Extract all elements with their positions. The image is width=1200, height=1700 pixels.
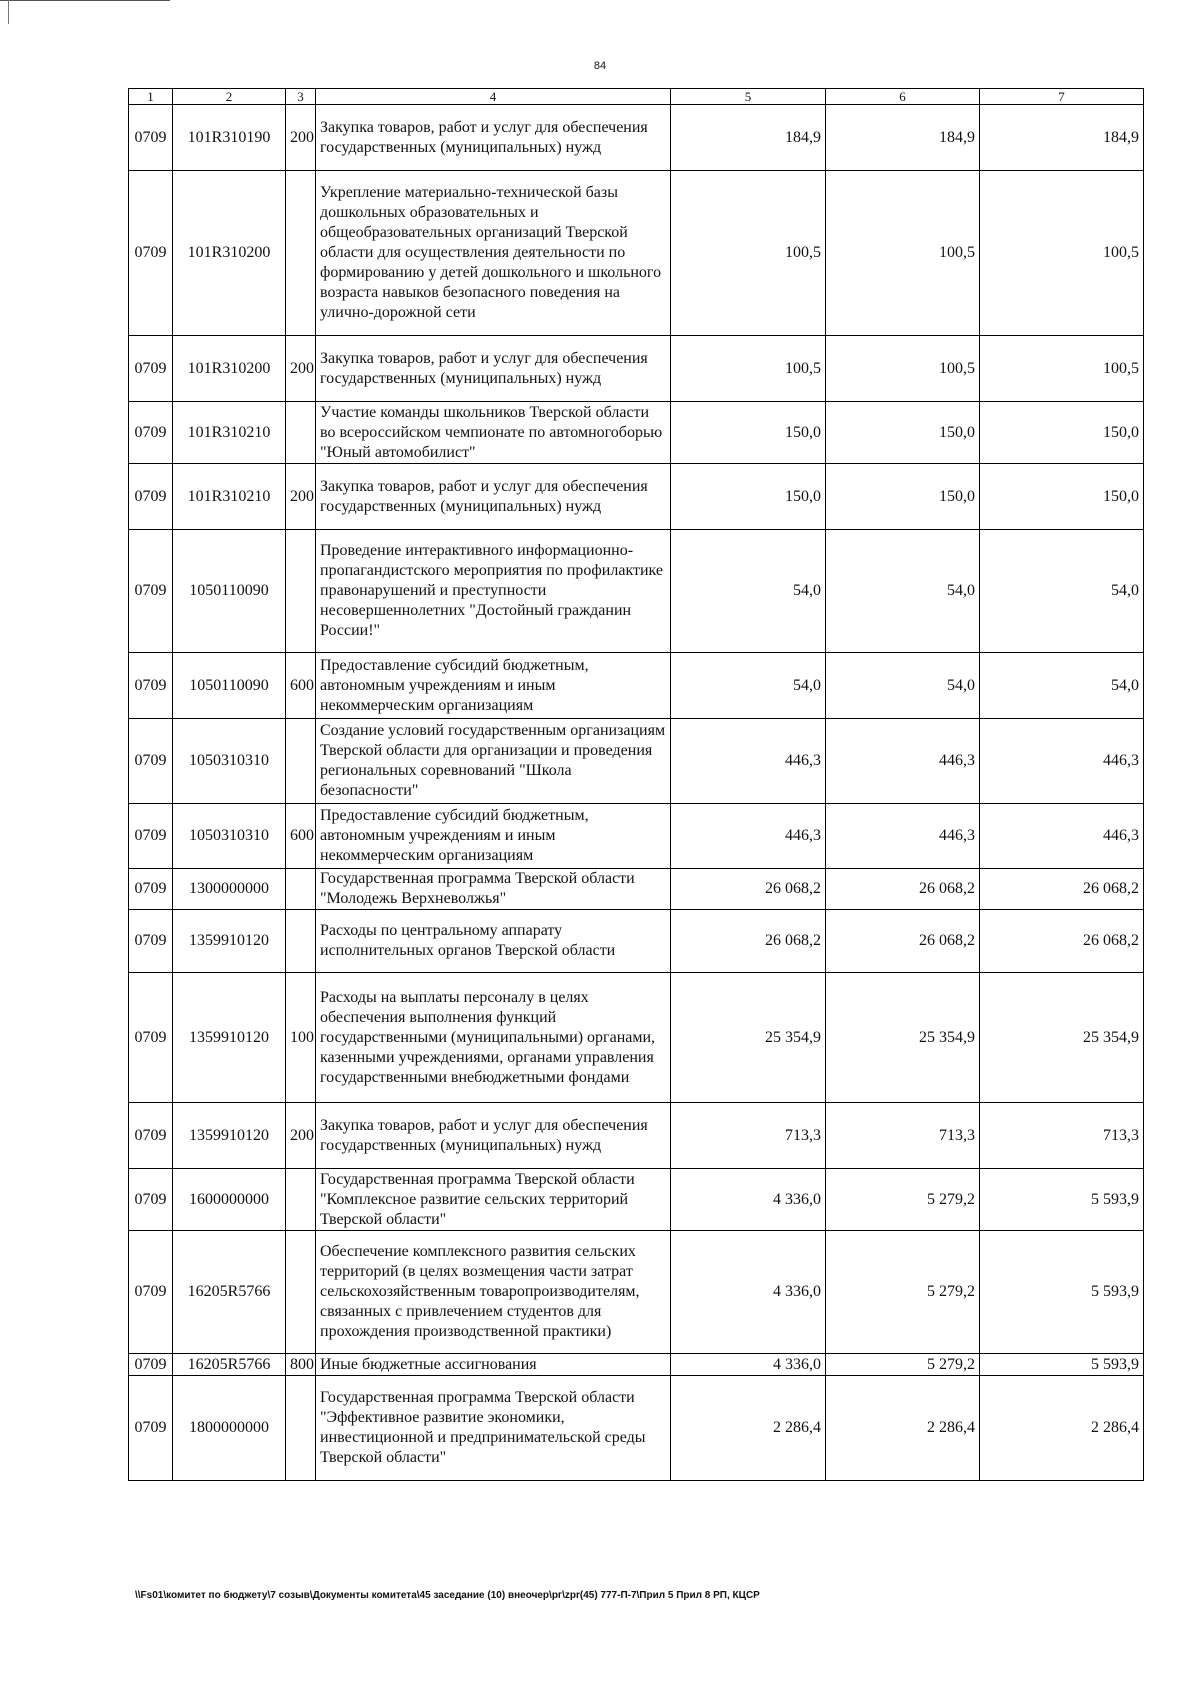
row-expense-type: 200 [286,1103,316,1169]
row-section: 0709 [129,1103,173,1169]
row-value-col7: 150,0 [980,464,1144,530]
row-value-col7: 100,5 [980,171,1144,336]
row-name: Закупка товаров, работ и услуг для обеспечения государственных (муниципальных) нужд [316,105,671,171]
row-section: 0709 [129,804,173,869]
row-value-col5: 4 336,0 [671,1169,826,1231]
row-value-col7: 713,3 [980,1103,1144,1169]
row-section: 0709 [129,1354,173,1376]
table-body [129,105,1144,1481]
row-section: 0709 [129,336,173,402]
row-value-col6: 26 068,2 [826,910,980,973]
row-section: 0709 [129,1231,173,1354]
table-row [129,105,1144,171]
row-section: 0709 [129,1376,173,1481]
row-value-col5: 150,0 [671,464,826,530]
table-row [129,869,1144,910]
row-value-col6: 5 279,2 [826,1354,980,1376]
row-name: Обеспечение комплексного развития сельских территорий (в целях возмещения части затрат сельскохозяйственным товаропроизводителям, связанных с привлечением студентов для прохождения производственной практики) [316,1231,671,1354]
row-code: 1050310310 [173,719,286,804]
row-value-col6: 184,9 [826,105,980,171]
row-value-col6: 5 279,2 [826,1231,980,1354]
row-expense-type [286,530,316,653]
row-value-col5: 713,3 [671,1103,826,1169]
table-row [129,464,1144,530]
row-section: 0709 [129,1169,173,1231]
row-value-col6: 5 279,2 [826,1169,980,1231]
row-value-col7: 5 593,9 [980,1231,1144,1354]
row-code: 1359910120 [173,1103,286,1169]
row-value-col5: 446,3 [671,719,826,804]
row-section: 0709 [129,171,173,336]
row-value-col6: 100,5 [826,171,980,336]
header-cell: 4 [316,89,671,105]
header-cell: 6 [826,89,980,105]
row-value-col5: 54,0 [671,530,826,653]
table-row [129,973,1144,1103]
row-section: 0709 [129,910,173,973]
row-value-col5: 4 336,0 [671,1231,826,1354]
row-code: 1359910120 [173,973,286,1103]
row-value-col6: 25 354,9 [826,973,980,1103]
row-name: Государственная программа Тверской области "Эффективное развитие экономики, инвестиционной и предпринимательской среды Тверской области" [316,1376,671,1481]
row-name: Расходы по центральному аппарату исполнительных органов Тверской области [316,910,671,973]
row-name: Укрепление материально-технической базы дошкольных образовательных и общеобразовательных организаций Тверской области для осуществления деятельности по формированию у детей дошкольного и школьного возраста навыков безопасного поведения на улично-дорожной сети [316,171,671,336]
row-value-col6: 713,3 [826,1103,980,1169]
row-expense-type [286,869,316,910]
table-row [129,336,1144,402]
row-expense-type [286,1231,316,1354]
row-value-col6: 446,3 [826,719,980,804]
row-value-col6: 2 286,4 [826,1376,980,1481]
row-code: 101R310210 [173,402,286,464]
row-value-col6: 54,0 [826,653,980,719]
row-code: 101R310190 [173,105,286,171]
header-cell: 1 [129,89,173,105]
row-code: 1050110090 [173,530,286,653]
header-cell: 7 [980,89,1144,105]
row-name: Закупка товаров, работ и услуг для обеспечения государственных (муниципальных) нужд [316,336,671,402]
row-code: 101R310210 [173,464,286,530]
row-name: Государственная программа Тверской области "Молодежь Верхневолжья" [316,869,671,910]
row-name: Проведение интерактивного информационно-пропагандистского мероприятия по профилактике правонарушений и преступности несовершеннолетних "Достойный гражданин России!" [316,530,671,653]
row-value-col7: 5 593,9 [980,1169,1144,1231]
row-value-col7: 5 593,9 [980,1354,1144,1376]
row-value-col5: 25 354,9 [671,973,826,1103]
row-value-col7: 2 286,4 [980,1376,1144,1481]
row-section: 0709 [129,973,173,1103]
row-value-col7: 446,3 [980,804,1144,869]
row-name: Расходы на выплаты персоналу в целях обеспечения выполнения функций государственными (муниципальными) органами, казенными учреждениями, органами управления государственными внебюджетными фондами [316,973,671,1103]
row-expense-type [286,1376,316,1481]
row-section: 0709 [129,530,173,653]
table-row [129,804,1144,869]
row-value-col6: 100,5 [826,336,980,402]
header-cell: 5 [671,89,826,105]
row-section: 0709 [129,402,173,464]
row-value-col7: 150,0 [980,402,1144,464]
table-row [129,530,1144,653]
table-row [129,719,1144,804]
row-expense-type: 200 [286,336,316,402]
row-value-col7: 54,0 [980,530,1144,653]
row-expense-type [286,171,316,336]
page-number: 84 [593,60,607,72]
table-row [129,653,1144,719]
row-name: Закупка товаров, работ и услуг для обеспечения государственных (муниципальных) нужд [316,1103,671,1169]
row-code: 1050310310 [173,804,286,869]
row-code: 1600000000 [173,1169,286,1231]
row-expense-type [286,719,316,804]
row-value-col7: 100,5 [980,336,1144,402]
row-code: 16205R5766 [173,1354,286,1376]
row-section: 0709 [129,105,173,171]
row-value-col6: 54,0 [826,530,980,653]
row-value-col5: 100,5 [671,171,826,336]
budget-table [128,88,1144,1481]
row-value-col5: 54,0 [671,653,826,719]
header-row [129,89,1144,105]
row-expense-type: 200 [286,464,316,530]
row-value-col7: 26 068,2 [980,910,1144,973]
row-value-col5: 150,0 [671,402,826,464]
row-value-col6: 150,0 [826,402,980,464]
table-row [129,1376,1144,1481]
row-expense-type: 600 [286,804,316,869]
row-section: 0709 [129,653,173,719]
row-section: 0709 [129,464,173,530]
row-code: 1359910120 [173,910,286,973]
row-expense-type: 200 [286,105,316,171]
row-code: 101R310200 [173,171,286,336]
row-code: 1300000000 [173,869,286,910]
header-cell: 3 [286,89,316,105]
row-expense-type: 600 [286,653,316,719]
row-section: 0709 [129,869,173,910]
footer-file-path: \\Fs01\комитет по бюджету\7 созыв\Документы комитета\45 заседание (10) внеочер\рг\zpr(45) 777-П-7\Прил 5 Прил 8 РП, КЦСР [135,1590,760,1601]
row-expense-type [286,1169,316,1231]
table-row [129,1103,1144,1169]
row-name: Государственная программа Тверской области "Комплексное развитие сельских территорий Тверской области" [316,1169,671,1231]
row-value-col5: 446,3 [671,804,826,869]
row-code: 16205R5766 [173,1231,286,1354]
row-value-col7: 184,9 [980,105,1144,171]
row-name: Предоставление субсидий бюджетным, автономным учреждениям и иным некоммерческим организациям [316,804,671,869]
table-row [129,910,1144,973]
row-value-col5: 26 068,2 [671,869,826,910]
row-value-col5: 26 068,2 [671,910,826,973]
row-name: Иные бюджетные ассигнования [316,1354,671,1376]
row-value-col5: 2 286,4 [671,1376,826,1481]
row-name: Участие команды школьников Тверской области во всероссийском чемпионате по автомногоборью "Юный автомобилист" [316,402,671,464]
header-cell: 2 [173,89,286,105]
row-section: 0709 [129,719,173,804]
row-value-col6: 446,3 [826,804,980,869]
row-expense-type: 100 [286,973,316,1103]
row-expense-type: 800 [286,1354,316,1376]
row-value-col7: 446,3 [980,719,1144,804]
row-code: 101R310200 [173,336,286,402]
row-expense-type [286,402,316,464]
row-value-col5: 100,5 [671,336,826,402]
row-value-col7: 25 354,9 [980,973,1144,1103]
table-row [129,171,1144,336]
row-code: 1800000000 [173,1376,286,1481]
table-row [129,1354,1144,1376]
row-value-col6: 150,0 [826,464,980,530]
row-name: Создание условий государственным организациям Тверской области для организации и проведения региональных соревнований "Школа безопасности" [316,719,671,804]
row-value-col7: 26 068,2 [980,869,1144,910]
scan-edge-tick [8,0,9,24]
table-row [129,1169,1144,1231]
row-code: 1050110090 [173,653,286,719]
row-name: Закупка товаров, работ и услуг для обеспечения государственных (муниципальных) нужд [316,464,671,530]
scan-edge-line [0,0,170,1]
table-row [129,402,1144,464]
row-value-col5: 4 336,0 [671,1354,826,1376]
table-row [129,1231,1144,1354]
row-name: Предоставление субсидий бюджетным, автономным учреждениям и иным некоммерческим организациям [316,653,671,719]
row-value-col5: 184,9 [671,105,826,171]
row-value-col6: 26 068,2 [826,869,980,910]
row-expense-type [286,910,316,973]
row-value-col7: 54,0 [980,653,1144,719]
